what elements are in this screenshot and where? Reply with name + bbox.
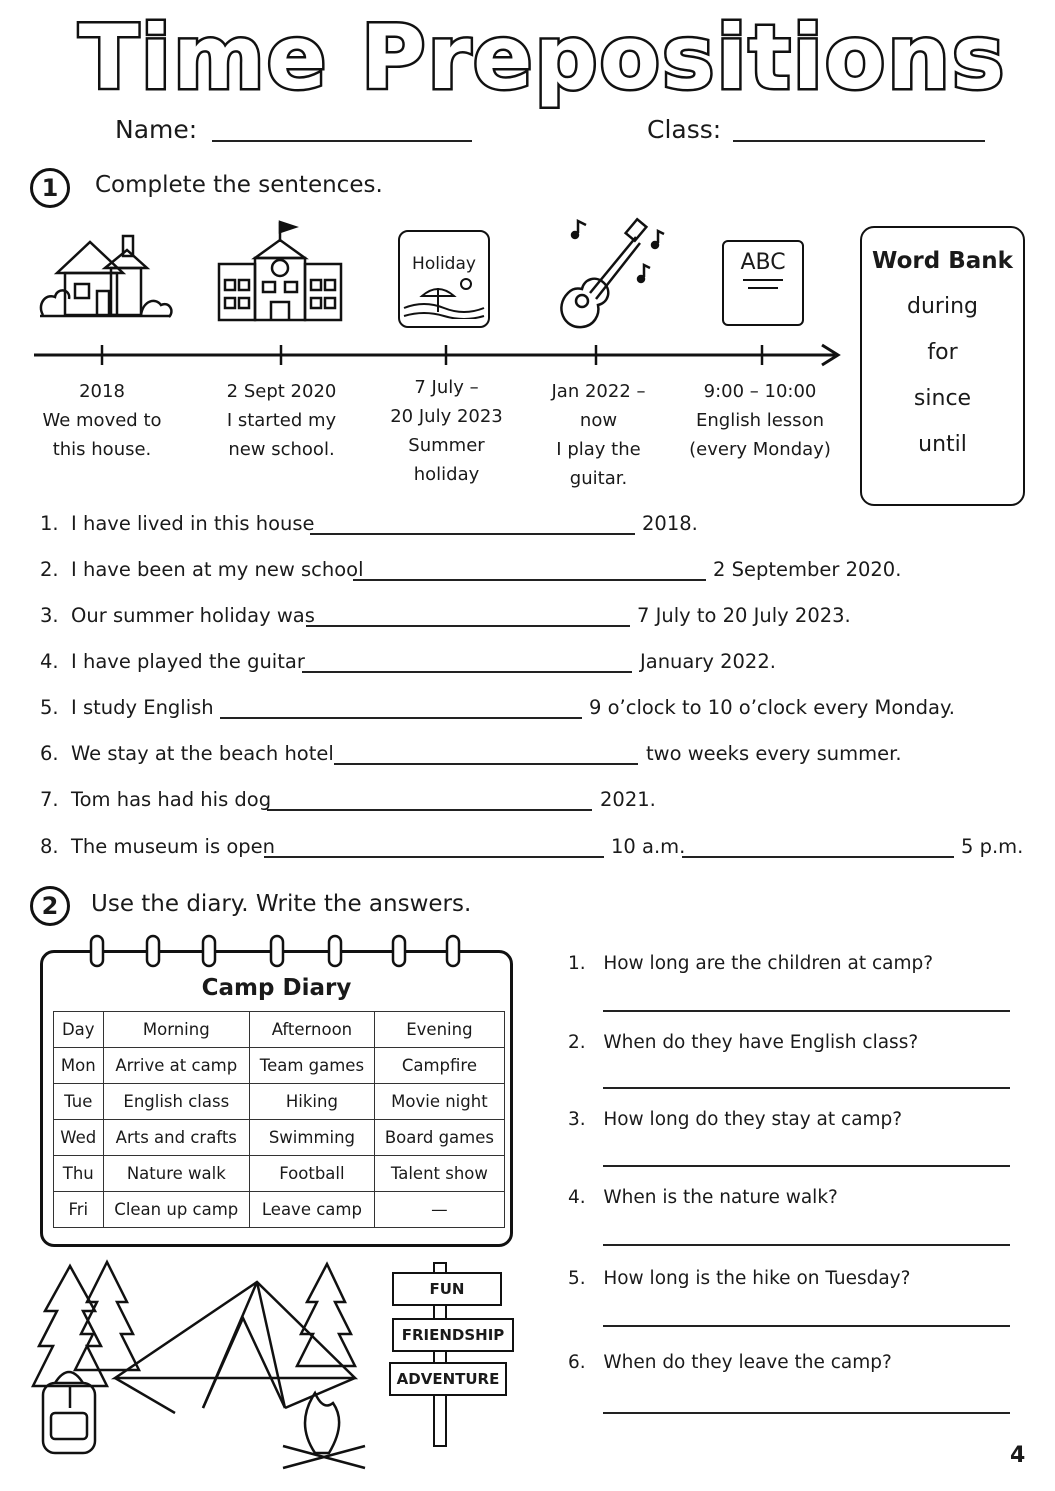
sentence-8: 8. The museum is open: [40, 835, 275, 858]
section-1-heading: Complete the sentences.: [95, 172, 383, 198]
answer-blank[interactable]: [267, 809, 592, 811]
sentence-2: 2. I have been at my new school: [40, 558, 364, 581]
timeline-item: 9:00 – 10:00 English lesson (every Monday): [689, 381, 831, 460]
table-header: Afternoon: [250, 1012, 375, 1048]
table-row: Tue English class Hiking Movie night: [54, 1084, 505, 1120]
sentence-4-end: January 2022.: [640, 650, 776, 673]
word-bank-title: Word Bank: [872, 248, 1013, 274]
table-row: Wed Arts and crafts Swimming Board games: [54, 1120, 505, 1156]
answer-blank[interactable]: [302, 671, 632, 673]
school-icon: [215, 218, 345, 326]
question-6: 6. When do they leave the camp?: [568, 1352, 892, 1373]
section-2-heading: Use the diary. Write the answers.: [91, 891, 472, 917]
answer-blank[interactable]: [264, 856, 604, 858]
sign-fun: FUN: [392, 1272, 502, 1306]
sentence-5-end: 9 o’clock to 10 o’clock every Monday.: [589, 696, 955, 719]
timeline-item: 7 July – 20 July 2023 Summer holiday: [390, 377, 503, 485]
table-row: Mon Arrive at camp Team games Campfire: [54, 1048, 505, 1084]
sentence-6: 6. We stay at the beach hotel: [40, 742, 334, 765]
diary-title: Camp Diary: [201, 975, 352, 1001]
table-header: Day: [54, 1012, 104, 1048]
sentence-1-end: 2018.: [642, 512, 698, 535]
question-1: 1. How long are the children at camp?: [568, 953, 934, 974]
question-4: 4. When is the nature walk?: [568, 1187, 838, 1208]
table-header: Evening: [374, 1012, 504, 1048]
word-bank-word: until: [918, 432, 967, 457]
sentence-5: 5. I study English: [40, 696, 214, 719]
guitar-icon: [548, 215, 668, 333]
answer-blank[interactable]: [603, 1412, 1010, 1414]
word-bank: [860, 226, 1025, 506]
timeline-item: 2018 We moved to this house.: [42, 381, 162, 460]
sentence-8-middle: 10 a.m.: [611, 835, 686, 858]
name-label: Name:: [115, 115, 198, 144]
sentence-3: 3. Our summer holiday was: [40, 604, 315, 627]
table-header: Morning: [103, 1012, 250, 1048]
diary-table: [53, 1011, 505, 1228]
question-3: 3. How long do they stay at camp?: [568, 1109, 903, 1130]
timeline-arrow: [30, 340, 845, 370]
sentence-7-end: 2021.: [600, 788, 656, 811]
timeline-item: 2 Sept 2020 I started my new school.: [226, 381, 337, 460]
name-field[interactable]: [212, 140, 472, 142]
sentence-7: 7. Tom has had his dog: [40, 788, 272, 811]
book-label: ABC: [740, 250, 786, 275]
word-bank-word: during: [907, 294, 978, 319]
holiday-label: Holiday: [412, 254, 476, 274]
camp-illustration: [25, 1258, 385, 1478]
sentence-4: 4. I have played the guitar: [40, 650, 305, 673]
table-row: Fri Clean up camp Leave camp —: [54, 1192, 505, 1228]
word-bank-word: since: [913, 386, 972, 411]
sign-friendship: FRIENDSHIP: [392, 1318, 514, 1352]
sentence-3-end: 7 July to 20 July 2023.: [637, 604, 851, 627]
answer-blank[interactable]: [353, 579, 706, 581]
answer-blank[interactable]: [220, 717, 582, 719]
timeline-item: Jan 2022 – now I play the guitar.: [551, 381, 646, 489]
page-number: 4: [1010, 1443, 1026, 1468]
word-bank-word: for: [927, 340, 958, 365]
sentence-1: 1. I have lived in this house: [40, 512, 315, 535]
answer-blank[interactable]: [603, 1087, 1010, 1089]
sentence-6-end: two weeks every summer.: [646, 742, 902, 765]
page-title: Time Prepositions: [78, 6, 1007, 109]
section-2-number: 2: [30, 886, 70, 926]
binder-rings-icon: [80, 932, 470, 972]
table-row: Thu Nature walk Football Talent show: [54, 1156, 505, 1192]
book-icon: [722, 240, 804, 326]
section-1-number: 1: [30, 168, 70, 208]
class-field[interactable]: [733, 140, 985, 142]
answer-blank[interactable]: [334, 763, 638, 765]
answer-blank[interactable]: [310, 533, 635, 535]
sign-adventure: ADVENTURE: [389, 1362, 507, 1396]
holiday-calendar-icon: [398, 230, 490, 328]
answer-blank[interactable]: [603, 1244, 1010, 1246]
class-label: Class:: [647, 115, 722, 144]
answer-blank[interactable]: [682, 856, 954, 858]
sentence-8-end: 5 p.m.: [961, 835, 1024, 858]
question-5: 5. How long is the hike on Tuesday?: [568, 1268, 911, 1289]
sentence-2-end: 2 September 2020.: [713, 558, 902, 581]
question-2: 2. When do they have English class?: [568, 1032, 919, 1053]
answer-blank[interactable]: [306, 625, 630, 627]
answer-blank[interactable]: [603, 1010, 1010, 1012]
answer-blank[interactable]: [603, 1165, 1010, 1167]
camp-diary: [40, 950, 513, 1247]
answer-blank[interactable]: [603, 1325, 1010, 1327]
house-icon: [35, 228, 175, 323]
